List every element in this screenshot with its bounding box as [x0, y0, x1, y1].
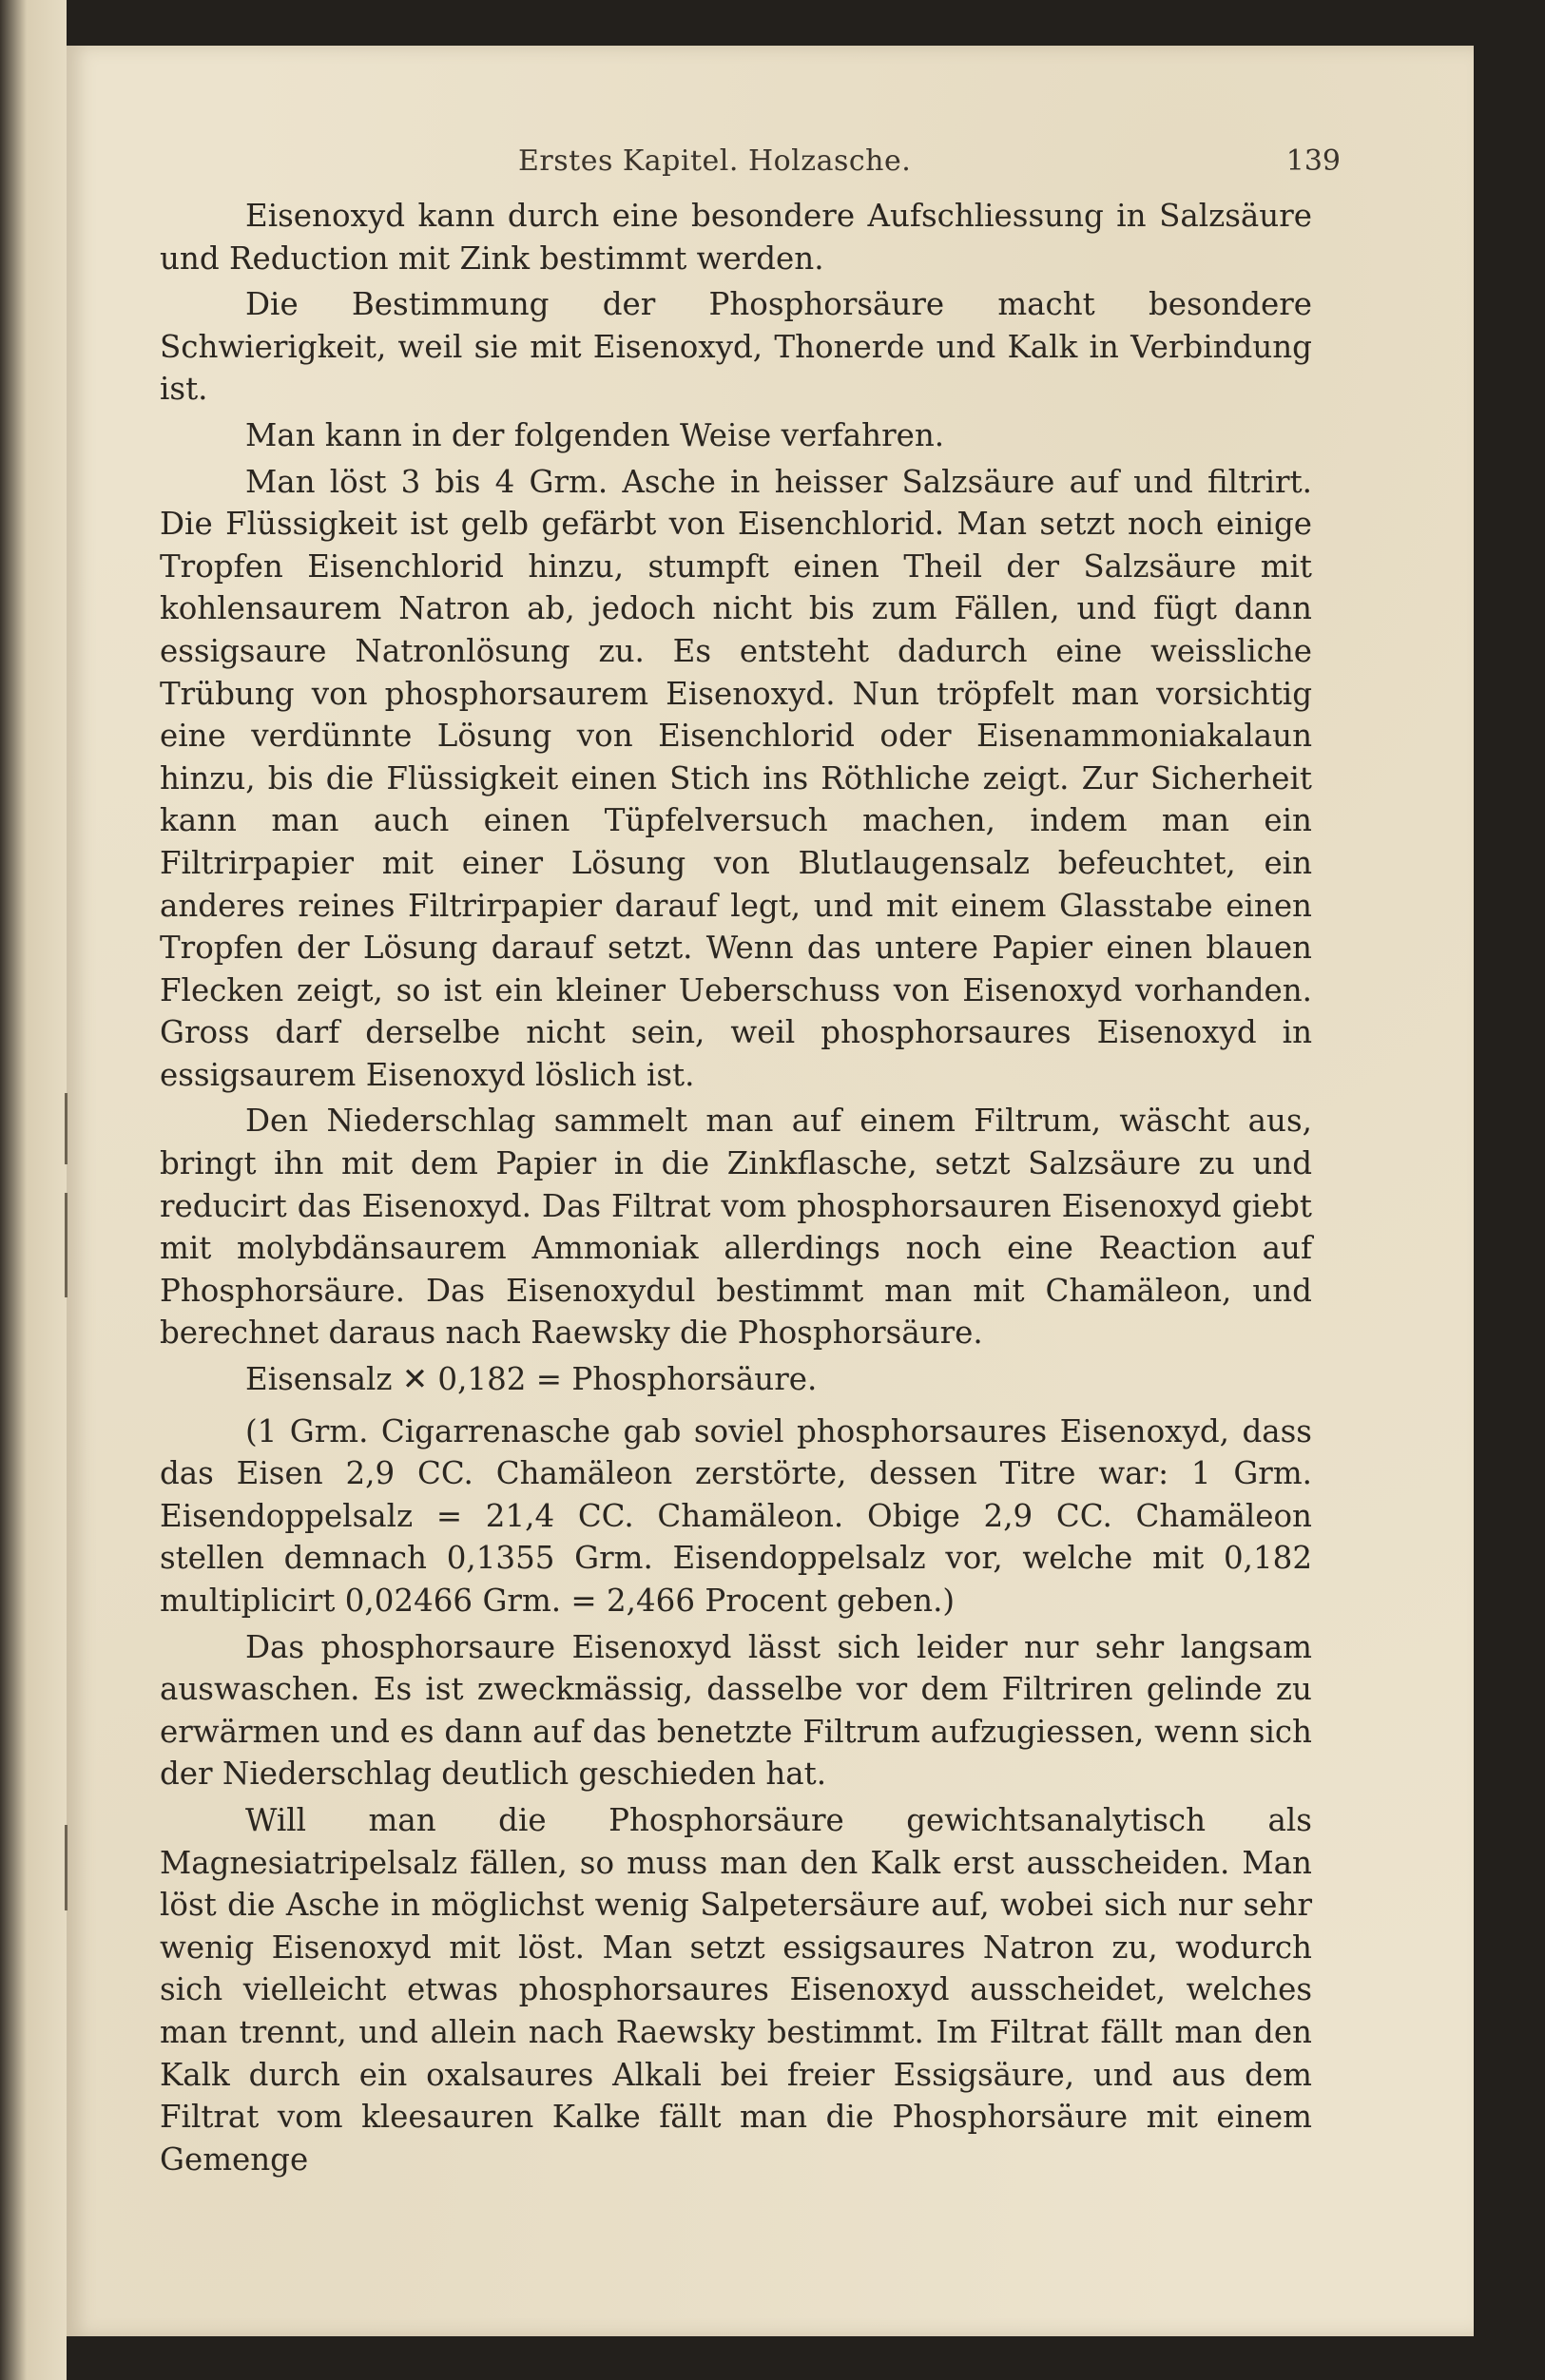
body-text	[160, 195, 1312, 2184]
margin-mark	[65, 1825, 68, 1910]
paragraph: (1 Grm. Cigarrenasche gab soviel phosphorsaures Eisenoxyd, dass das Eisen 2,9 CC. Chamäleon zerstörte, dessen Titre war: 1 Grm. Eisendoppelsalz = 21,4 CC. Chamäleon. Obige 2,9 CC. Chamäleon stellen demnach 0,1355 Grm. Eisendoppelsalz vor, welche mit 0,182 multiplicirt 0,02466 Grm. = 2,466 Procent geben.)	[160, 1412, 1312, 1619]
paragraph: Eisenoxyd kann durch eine besondere Aufschliessung in Salzsäure und Reduction mit Zink bestimmt werden.	[160, 198, 1312, 277]
margin-mark	[65, 1193, 68, 1297]
paragraph: Man löst 3 bis 4 Grm. Asche in heisser Salzsäure auf und filtrirt. Die Flüssigkeit ist gelb gefärbt von Eisenchlorid. Man setzt noch einige Tropfen Eisenchlorid hinzu, stumpft einen Theil der Salzsäure mit kohlensaurem Natron ab, jedoch nicht bis zum Fällen, und fügt dann essigsaure Natronlösung zu. Es entsteht dadurch eine weissliche Trübung von phosphorsaurem Eisenoxyd. Nun tröpfelt man vorsichtig eine verdünnte Lösung von Eisenchlorid oder Eisenammoniakalaun hinzu, bis die Flüssigkeit einen Stich ins Röthliche zeigt. Zur Sicherheit kann man auch einen Tüpfelversuch machen, indem man ein Filtrirpapier mit einer Lösung von Blutlaugensalz befeuchtet, ein anderes reines Filtrirpapier darauf legt, und mit einem Glasstabe einen Tropfen der Lösung darauf setzt. Wenn das untere Papier einen blauen Flecken zeigt, so ist ein kleiner Ueberschuss von Eisenoxyd vorhanden. Gross darf derselbe nicht sein, weil phosphorsaures Eisenoxyd in essigsaurem Eisenoxyd löslich ist.	[160, 463, 1312, 1093]
running-head-title: Erstes Kapitel. Holzasche.	[518, 144, 912, 178]
paragraph: Den Niederschlag sammelt man auf einem Filtrum, wäscht aus, bringt ihn mit dem Papier in die Zinkflasche, setzt Salzsäure zu und reducirt das Eisenoxyd. Das Filtrat vom phosphorsauren Eisenoxyd giebt mit molybdänsaurem Ammoniak allerdings noch eine Reaction auf Phosphorsäure. Das Eisenoxydul bestimmt man mit Chamäleon, und berechnet daraus nach Raewsky die Phosphorsäure.	[160, 1103, 1312, 1352]
running-head	[157, 144, 1341, 182]
paragraph: Das phosphorsaure Eisenoxyd lässt sich leider nur sehr langsam auswaschen. Es ist zweckmässig, dasselbe vor dem Filtriren gelinde zu erwärmen und es dann auf das benetzte Filtrum aufzugiessen, wenn sich der Niederschlag deutlich geschieden hat.	[160, 1628, 1312, 1793]
formula-line: Eisensalz ✕ 0,182 = Phosphorsäure.	[245, 1361, 818, 1398]
paragraph: Will man die Phosphorsäure gewichtsanalytisch als Magnesiatripelsalz fällen, so muss man den Kalk erst ausscheiden. Man löst die Asche in möglichst wenig Salpetersäure auf, wobei sich nur sehr wenig Eisenoxyd mit löst. Man setzt essigsaures Natron zu, wodurch sich vielleicht etwas phosphorsaures Eisenoxyd ausscheidet, welches man trennt, und allein nach Raewsky bestimmt. Im Filtrat fällt man den Kalk durch ein oxalsaures Alkali bei freier Essigsäure, und aus dem Filtrat vom kleesauren Kalke fällt man die Phosphorsäure mit einem Gemenge	[160, 1801, 1312, 2178]
margin-mark	[65, 1093, 68, 1164]
paragraph: Die Bestimmung der Phosphorsäure macht besondere Schwierigkeit, weil sie mit Eisenoxyd, Thonerde und Kalk in Verbindung ist.	[160, 286, 1312, 408]
paragraph: Man kann in der folgenden Weise verfahren.	[245, 416, 945, 453]
previous-page-edge	[0, 0, 67, 2380]
page-number: 139	[1285, 144, 1341, 178]
